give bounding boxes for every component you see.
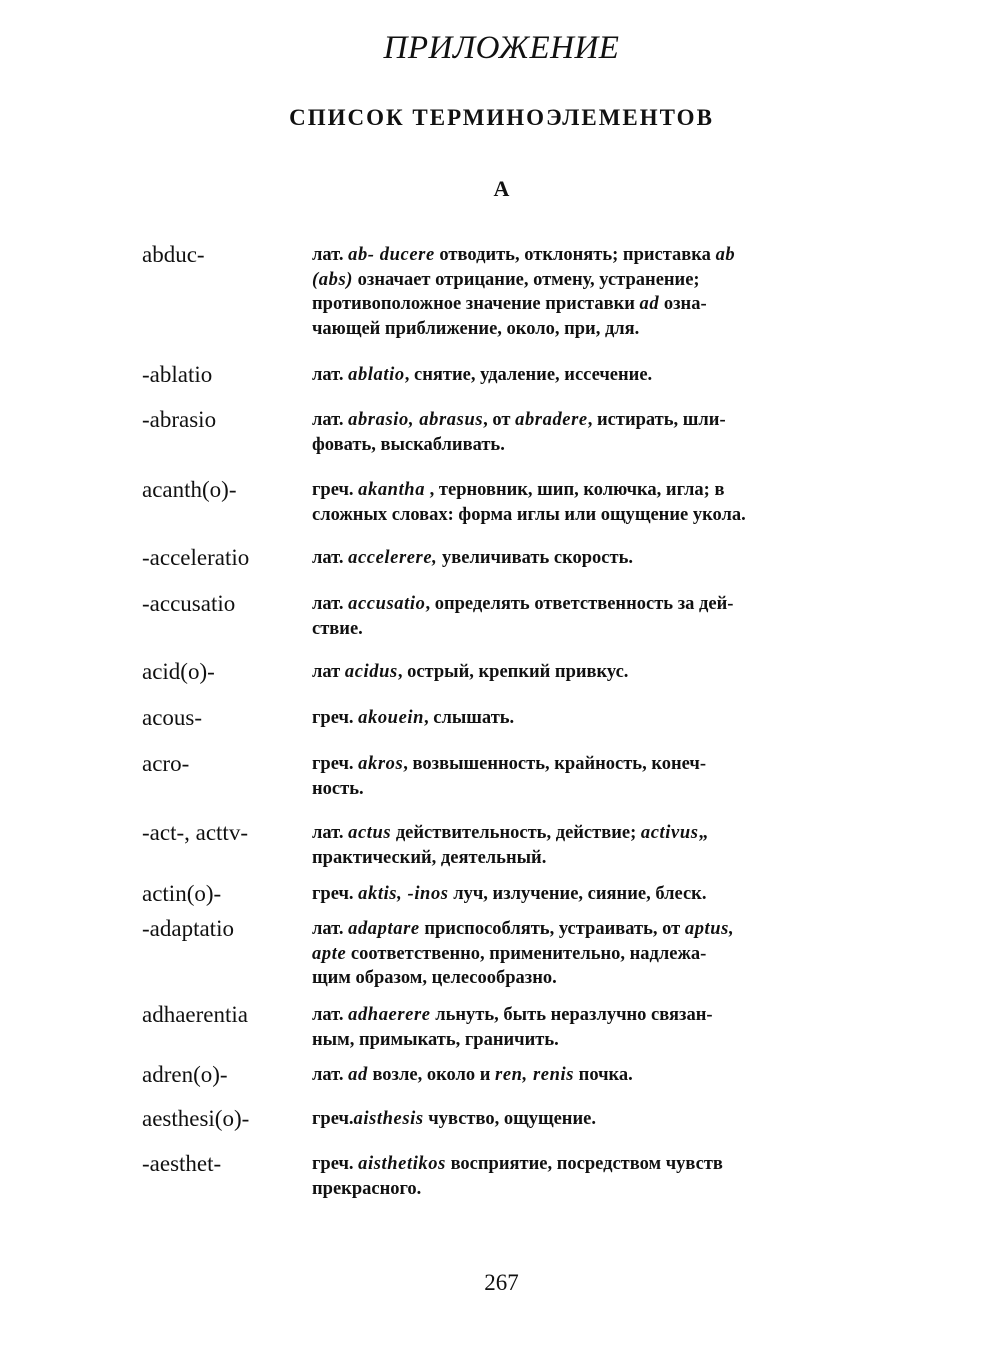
definition-etymon: abrasio, abrasus bbox=[348, 410, 484, 430]
definition-text: , определять ответственность за дей- bbox=[425, 594, 734, 614]
definition-etymon: abradere bbox=[515, 410, 588, 430]
entry-term: acanth(o)- bbox=[142, 477, 237, 502]
definition-text: увеличивать скорость. bbox=[437, 548, 633, 568]
entry-term: -ablatio bbox=[142, 362, 213, 387]
entry-term: -accusatio bbox=[142, 591, 236, 616]
definition-text: , от bbox=[483, 410, 516, 430]
entry-definition bbox=[312, 408, 882, 457]
definition-etymon: apte bbox=[312, 943, 347, 964]
definition-text: луч, излучение, сияние, блеск. bbox=[448, 884, 707, 904]
definition-text: , снятие, удаление, иссечение. bbox=[404, 365, 653, 385]
chapter-title: ПРИЛОЖЕНИЕ bbox=[383, 30, 620, 66]
definition-etymon: accelerere, bbox=[348, 548, 438, 568]
definition-text: лат. bbox=[312, 245, 349, 265]
definition-text: лат. bbox=[312, 1005, 349, 1025]
entry-term: actin(o)- bbox=[142, 881, 222, 906]
definition-text: , терновник, шип, колючка, игла; в bbox=[425, 480, 725, 500]
entry-definition bbox=[312, 546, 882, 571]
entry-term: -acceleratio bbox=[142, 545, 250, 570]
entry-term: -abrasio bbox=[142, 407, 217, 432]
definition-text: соответственно, применительно, надлежа- bbox=[346, 943, 707, 964]
definition-text: греч. bbox=[312, 884, 359, 904]
entry-term: -adaptatio bbox=[142, 916, 234, 941]
definition-text: чувство, ощущение. bbox=[423, 1109, 596, 1129]
definition-text: греч. bbox=[312, 1154, 359, 1174]
definition-text: сложных словах: форма иглы или ощущение укола. bbox=[312, 504, 746, 525]
definition-text: озна- bbox=[659, 294, 707, 314]
definition-text: приспособлять, устраивать, от bbox=[419, 919, 685, 939]
definition-etymon: ad bbox=[639, 294, 660, 314]
definition-etymon: acidus bbox=[344, 662, 398, 682]
definition-etymon: akros bbox=[358, 754, 404, 774]
definition-etymon: akouein bbox=[358, 708, 425, 728]
definition-text: , слышать. bbox=[424, 708, 515, 728]
definition-text: , истирать, шли- bbox=[587, 410, 726, 430]
entry-definition bbox=[312, 660, 882, 685]
page-number: 267 bbox=[484, 1270, 519, 1295]
definition-text: действительность, действие; bbox=[391, 823, 641, 843]
definition-etymon: activus bbox=[640, 823, 699, 843]
definition-text: прекрасного. bbox=[312, 1178, 422, 1199]
definition-text: лат. bbox=[312, 410, 349, 430]
entry-term: abduc- bbox=[142, 242, 205, 267]
definition-text: лат. bbox=[312, 594, 349, 614]
definition-text: „ bbox=[698, 823, 708, 843]
entry-definition bbox=[312, 1003, 882, 1052]
definition-etymon: ad bbox=[348, 1065, 368, 1085]
definition-etymon: aptus, bbox=[684, 919, 735, 939]
definition-text: греч. bbox=[312, 708, 359, 728]
definition-text: лат. bbox=[312, 919, 349, 939]
definition-etymon: ab bbox=[715, 245, 736, 265]
definition-etymon: ablatio bbox=[348, 365, 405, 385]
definition-text: , возвышенность, крайность, конеч- bbox=[403, 754, 707, 774]
entry-term: -aesthet- bbox=[142, 1151, 222, 1176]
definition-etymon: adaptare bbox=[348, 919, 420, 939]
definition-text: ным, примыкать, граничить. bbox=[312, 1029, 559, 1050]
definition-text: отводить, отклонять; приставка bbox=[434, 245, 716, 265]
definition-text: льнуть, быть неразлучно связан- bbox=[430, 1005, 713, 1025]
definition-text: лат. bbox=[312, 365, 349, 385]
entry-definition bbox=[312, 1107, 882, 1132]
definition-text: противоположное значение приставки bbox=[312, 294, 640, 314]
entry-term: acro- bbox=[142, 751, 190, 776]
definition-text: лат bbox=[312, 662, 345, 682]
section-letter: А bbox=[493, 176, 510, 201]
definition-text: щим образом, целесообразно. bbox=[312, 968, 557, 988]
definition-text: чающей приближение, около, при, для. bbox=[312, 318, 640, 339]
definition-etymon: aktis, -inos bbox=[358, 884, 449, 904]
entry-definition bbox=[312, 882, 882, 907]
definition-text: греч. bbox=[312, 754, 359, 774]
definition-etymon: ren, renis bbox=[495, 1065, 575, 1085]
definition-etymon: ab- ducere bbox=[348, 245, 435, 265]
definition-text: лат. bbox=[312, 1065, 349, 1085]
definition-etymon: aisthesis bbox=[353, 1109, 424, 1129]
definition-etymon: (abs) bbox=[312, 269, 354, 290]
entry-definition bbox=[312, 243, 882, 341]
entry-definition bbox=[312, 821, 882, 870]
definition-text: ствие. bbox=[312, 618, 363, 639]
definition-etymon: aisthetikos bbox=[358, 1154, 446, 1174]
entry-definition bbox=[312, 706, 882, 731]
definition-etymon: adhaerere bbox=[348, 1005, 431, 1025]
entry-definition bbox=[312, 917, 882, 991]
definition-text: возле, около и bbox=[367, 1065, 496, 1085]
definition-etymon: accusatio bbox=[348, 594, 426, 614]
entry-definition bbox=[312, 363, 882, 388]
definition-text: греч. bbox=[312, 480, 359, 500]
entry-term: adhaerentia bbox=[142, 1002, 248, 1027]
definition-text: почка. bbox=[574, 1065, 633, 1085]
definition-text: , острый, крепкий привкус. bbox=[397, 662, 629, 682]
definition-etymon: actus bbox=[348, 823, 392, 843]
definition-text: ность. bbox=[312, 778, 364, 799]
definition-text: восприятие, посредством чувств bbox=[445, 1154, 723, 1174]
entry-definition bbox=[312, 1152, 882, 1201]
definition-text: лат. bbox=[312, 823, 349, 843]
entry-term: acid(o)- bbox=[142, 659, 215, 684]
entry-term: aesthesi(o)- bbox=[142, 1106, 250, 1131]
entry-term: -act-, acttv- bbox=[142, 820, 248, 845]
definition-text: практический, деятельный. bbox=[312, 847, 547, 868]
definition-text: фовать, выскабливать. bbox=[312, 434, 505, 455]
list-title: СПИСОК ТЕРМИНОЭЛЕМЕНТОВ bbox=[289, 105, 714, 130]
definition-text: греч. bbox=[312, 1109, 354, 1129]
definition-text: означает отрицание, отмену, устранение; bbox=[353, 269, 700, 290]
entry-term: adren(o)- bbox=[142, 1062, 228, 1087]
entry-definition bbox=[312, 592, 882, 641]
definition-etymon: akantha bbox=[358, 480, 426, 500]
entry-definition bbox=[312, 478, 882, 527]
entry-term: acous- bbox=[142, 705, 203, 730]
entry-definition bbox=[312, 1063, 882, 1088]
definition-text: лат. bbox=[312, 548, 349, 568]
entry-definition bbox=[312, 752, 882, 801]
